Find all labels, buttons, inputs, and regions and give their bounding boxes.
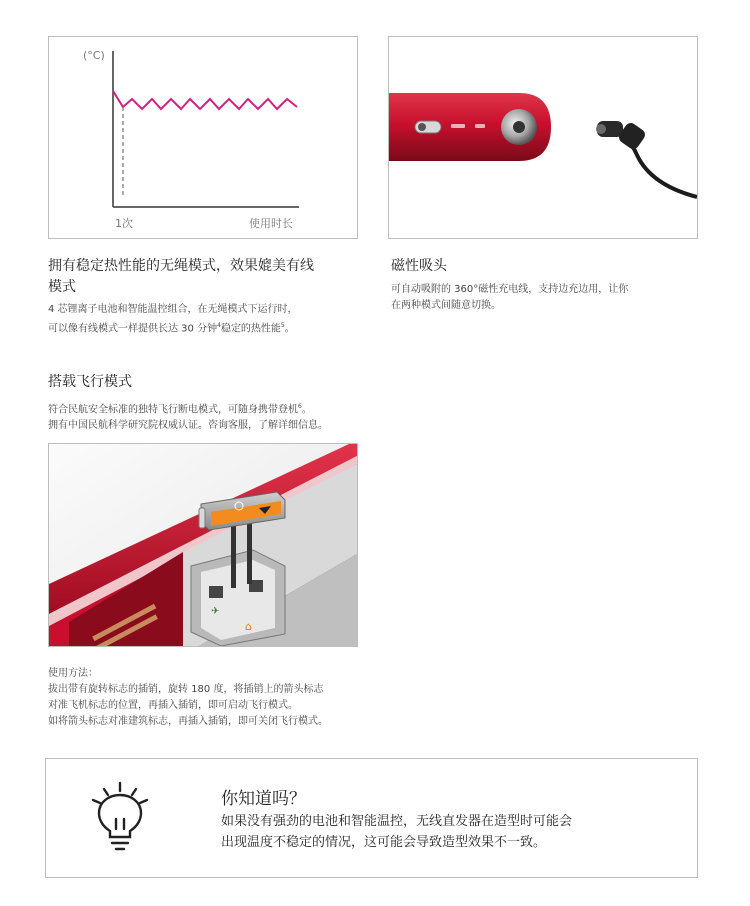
tip-title: 你知道吗？: [221, 789, 306, 809]
magnetic-title: 磁性吸头: [391, 258, 447, 274]
magnetic-desc-line2: 在两种模式间随意切换。: [391, 300, 501, 311]
cordless-desc-text-a: 可以像有线模式一样提供长达 30 分钟: [48, 323, 218, 335]
magnetic-description: [391, 282, 691, 314]
tip-line2: 出现温度不稳定的情况，这可能会导致造型效果不一致。: [221, 835, 547, 850]
flight-desc-text-b: 。: [301, 404, 312, 416]
cordless-desc-text-c: 。: [284, 323, 295, 335]
usage-step-2: 对准飞机标志的位置，再插入插销，即可启动飞行模式。: [48, 700, 298, 711]
tip-line1: 如果没有强劲的电池和智能温控，无线直发器在造型时可能会: [221, 814, 573, 829]
flight-mode-pin-image: [49, 444, 357, 646]
socket-plane-mark: ✈: [211, 606, 220, 617]
usage-heading: 使用方法：: [48, 668, 98, 679]
cordless-title: [48, 256, 323, 298]
chart-x-label-right: 使用时长: [249, 217, 293, 230]
usage-step-1: 拔出带有旋转标志的插销，旋转 180 度，将插销上的箭头标志: [48, 684, 324, 695]
flight-title: 搭载飞行模式: [48, 374, 132, 390]
cordless-title-text: 拥有稳定热性能的无绳模式，效果媲美有线模式: [48, 258, 314, 295]
socket-building-mark: ⌂: [245, 620, 252, 633]
cordless-desc-line2: [48, 318, 348, 337]
flight-mode-image-card: [48, 443, 358, 647]
flight-desc-line2: 拥有中国民航科学研究院权威认证。咨询客服，了解详细信息。: [48, 420, 328, 432]
chart-x-label-left: 1次: [115, 217, 133, 230]
lightbulb-icon: [88, 781, 152, 859]
flight-usage: [48, 666, 378, 730]
usage-step-3: 如将箭头标志对准建筑标志，再插入插销，即可关闭飞行模式。: [48, 716, 328, 727]
cordless-desc-text-b: 稳定的热性能: [220, 323, 281, 335]
magnetic-desc-line1: 可自动吸附的 360°磁性充电线，支持边充边用，让你: [391, 284, 629, 295]
did-you-know-box: [45, 758, 698, 878]
magnetic-charger-card: [388, 36, 698, 239]
temperature-line: [113, 91, 297, 109]
chart-unit-label: (°C): [83, 49, 105, 62]
tip-body: [221, 811, 681, 853]
temperature-chart-card: [48, 36, 358, 239]
temperature-chart: [49, 37, 357, 238]
footnote-6: 6: [298, 403, 302, 410]
cordless-description: [48, 302, 348, 337]
flight-description: [48, 399, 368, 434]
magnetic-charging-cable-image: [389, 37, 697, 238]
footnote-5: 5: [280, 322, 285, 329]
flight-desc-text-a: 符合民航安全标准的独特飞行断电模式，可随身携带登机: [48, 404, 298, 416]
cordless-desc-line1: 4 芯锂离子电池和智能温控组合，在无绳模式下运行时，: [48, 304, 298, 315]
footnote-4: 4: [217, 322, 221, 329]
flight-desc-line1: [48, 399, 368, 418]
